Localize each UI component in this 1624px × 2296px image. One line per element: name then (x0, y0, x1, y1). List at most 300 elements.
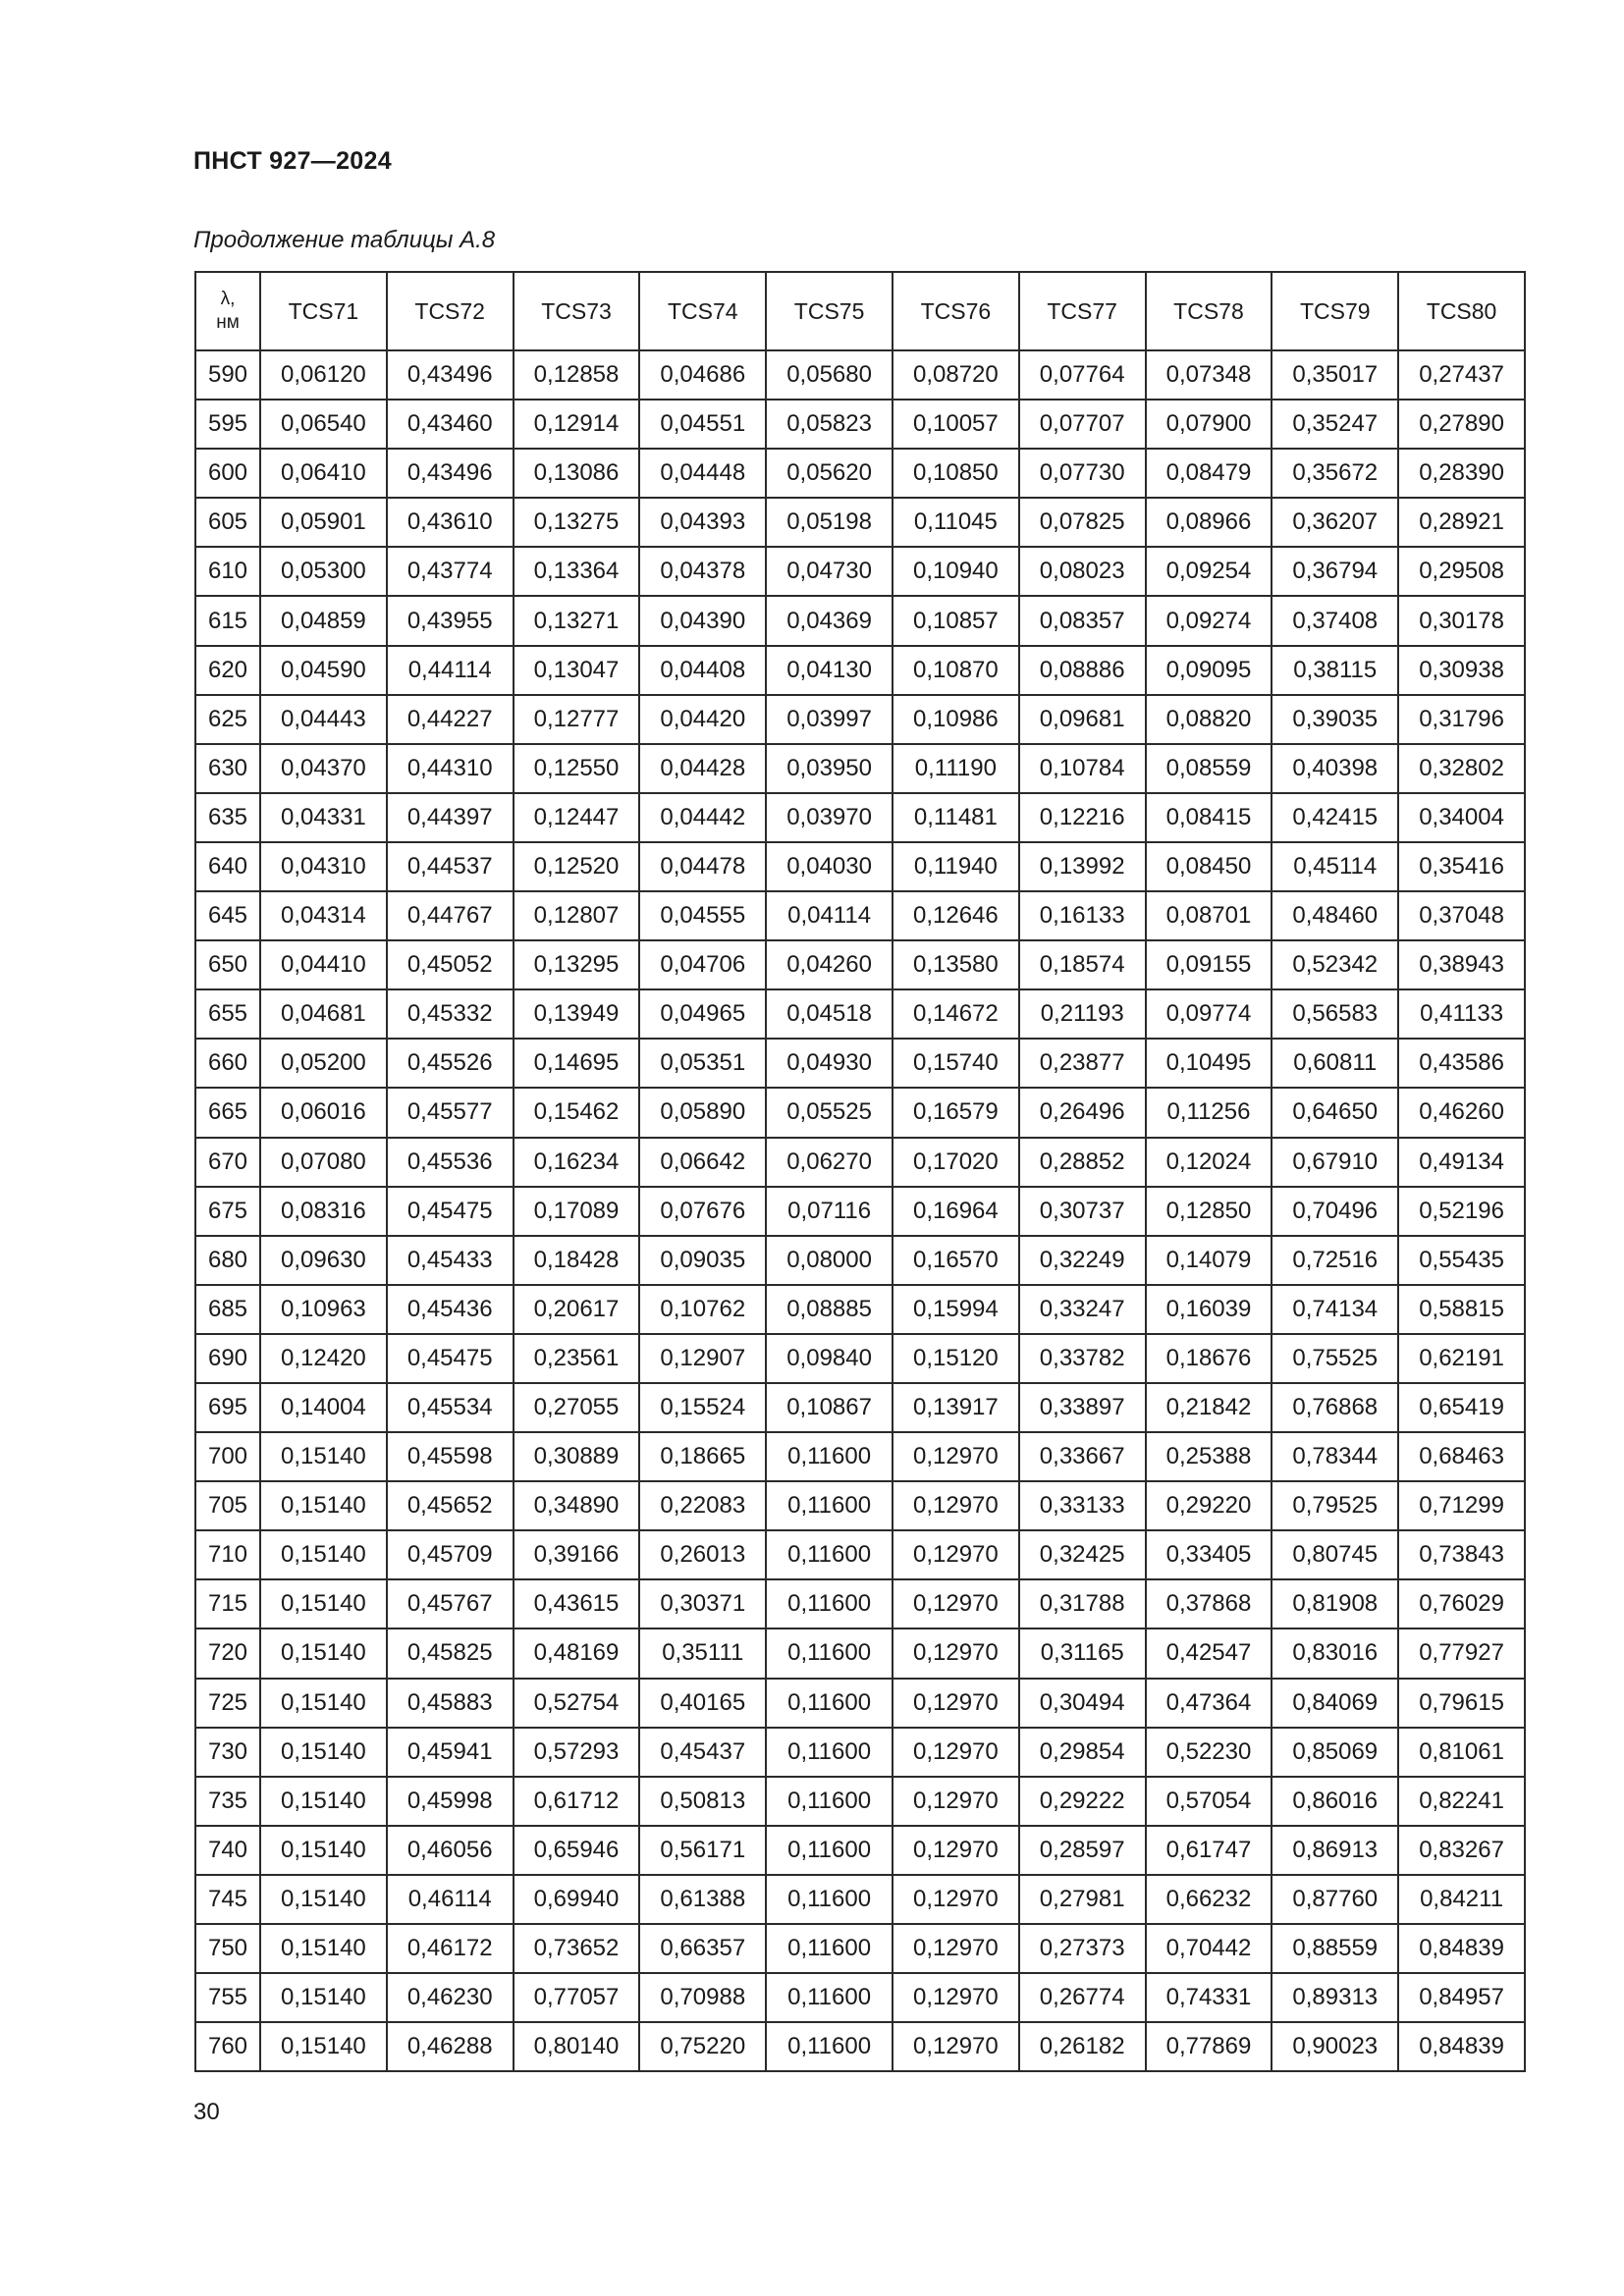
value-cell: 0,05890 (639, 1088, 766, 1137)
value-cell: 0,08479 (1146, 449, 1272, 498)
column-header: TCS78 (1146, 272, 1272, 350)
table-header-row (195, 272, 1525, 350)
value-cell: 0,42547 (1146, 1629, 1272, 1678)
wavelength-cell: 745 (195, 1875, 260, 1924)
value-cell: 0,35111 (639, 1629, 766, 1678)
table-row (195, 1138, 1525, 1187)
value-cell: 0,11940 (893, 842, 1019, 891)
value-cell: 0,56583 (1272, 989, 1398, 1039)
value-cell: 0,30494 (1019, 1679, 1146, 1728)
value-cell: 0,37048 (1398, 891, 1525, 940)
value-cell: 0,10495 (1146, 1039, 1272, 1088)
value-cell: 0,04378 (639, 547, 766, 596)
value-cell: 0,85069 (1272, 1728, 1398, 1777)
value-cell: 0,11600 (766, 1629, 893, 1678)
value-cell: 0,04369 (766, 596, 893, 645)
value-cell: 0,79615 (1398, 1679, 1525, 1728)
value-cell: 0,15140 (260, 1679, 387, 1728)
value-cell: 0,15140 (260, 1481, 387, 1530)
wavelength-cell: 695 (195, 1383, 260, 1432)
column-header: TCS72 (387, 272, 514, 350)
value-cell: 0,33897 (1019, 1383, 1146, 1432)
wavelength-cell: 650 (195, 940, 260, 989)
value-cell: 0,28921 (1398, 498, 1525, 547)
value-cell: 0,84957 (1398, 1973, 1525, 2022)
value-cell: 0,74134 (1272, 1285, 1398, 1334)
value-cell: 0,04314 (260, 891, 387, 940)
table-row (195, 1679, 1525, 1728)
value-cell: 0,16570 (893, 1236, 1019, 1285)
value-cell: 0,52754 (514, 1679, 640, 1728)
value-cell: 0,49134 (1398, 1138, 1525, 1187)
value-cell: 0,76029 (1398, 1579, 1525, 1629)
value-cell: 0,15140 (260, 2022, 387, 2071)
value-cell: 0,15120 (893, 1334, 1019, 1383)
value-cell: 0,12970 (893, 1826, 1019, 1875)
value-cell: 0,45433 (387, 1236, 514, 1285)
value-cell: 0,45767 (387, 1579, 514, 1629)
value-cell: 0,11600 (766, 1875, 893, 1924)
value-cell: 0,65946 (514, 1826, 640, 1875)
value-cell: 0,04114 (766, 891, 893, 940)
value-cell: 0,12914 (514, 400, 640, 449)
value-cell: 0,10850 (893, 449, 1019, 498)
value-cell: 0,46230 (387, 1973, 514, 2022)
value-cell: 0,32249 (1019, 1236, 1146, 1285)
value-cell: 0,37868 (1146, 1579, 1272, 1629)
value-cell: 0,13047 (514, 646, 640, 695)
value-cell: 0,12850 (1146, 1187, 1272, 1236)
value-cell: 0,12777 (514, 695, 640, 744)
table-row (195, 842, 1525, 891)
value-cell: 0,23877 (1019, 1039, 1146, 1088)
value-cell: 0,31796 (1398, 695, 1525, 744)
value-cell: 0,16579 (893, 1088, 1019, 1137)
value-cell: 0,14672 (893, 989, 1019, 1039)
table-row (195, 1285, 1525, 1334)
value-cell: 0,13086 (514, 449, 640, 498)
value-cell: 0,07825 (1019, 498, 1146, 547)
value-cell: 0,45598 (387, 1432, 514, 1481)
wavelength-cell: 700 (195, 1432, 260, 1481)
value-cell: 0,21842 (1146, 1383, 1272, 1432)
value-cell: 0,13992 (1019, 842, 1146, 891)
value-cell: 0,43615 (514, 1579, 640, 1629)
value-cell: 0,08023 (1019, 547, 1146, 596)
value-cell: 0,35416 (1398, 842, 1525, 891)
value-cell: 0,10784 (1019, 744, 1146, 793)
value-cell: 0,10986 (893, 695, 1019, 744)
table-row (195, 891, 1525, 940)
value-cell: 0,46114 (387, 1875, 514, 1924)
wavelength-cell: 690 (195, 1334, 260, 1383)
value-cell: 0,34004 (1398, 793, 1525, 842)
value-cell: 0,04260 (766, 940, 893, 989)
value-cell: 0,84839 (1398, 1924, 1525, 1973)
value-cell: 0,72516 (1272, 1236, 1398, 1285)
value-cell: 0,89313 (1272, 1973, 1398, 2022)
value-cell: 0,32802 (1398, 744, 1525, 793)
table-row (195, 1728, 1525, 1777)
table-caption: Продолжение таблицы А.8 (193, 227, 496, 253)
table-row (195, 940, 1525, 989)
value-cell: 0,10857 (893, 596, 1019, 645)
value-cell: 0,04408 (639, 646, 766, 695)
value-cell: 0,37408 (1272, 596, 1398, 645)
value-cell: 0,36794 (1272, 547, 1398, 596)
value-cell: 0,28597 (1019, 1826, 1146, 1875)
value-cell: 0,11481 (893, 793, 1019, 842)
value-cell: 0,05198 (766, 498, 893, 547)
value-cell: 0,05901 (260, 498, 387, 547)
wavelength-cell: 735 (195, 1777, 260, 1826)
value-cell: 0,39166 (514, 1530, 640, 1579)
value-cell: 0,61712 (514, 1777, 640, 1826)
value-cell: 0,11256 (1146, 1088, 1272, 1137)
value-cell: 0,75525 (1272, 1334, 1398, 1383)
value-cell: 0,04681 (260, 989, 387, 1039)
value-cell: 0,45941 (387, 1728, 514, 1777)
value-cell: 0,15140 (260, 1579, 387, 1629)
value-cell: 0,04370 (260, 744, 387, 793)
value-cell: 0,77927 (1398, 1629, 1525, 1678)
value-cell: 0,21193 (1019, 989, 1146, 1039)
value-cell: 0,48169 (514, 1629, 640, 1678)
value-cell: 0,13580 (893, 940, 1019, 989)
value-cell: 0,11600 (766, 1973, 893, 2022)
value-cell: 0,34890 (514, 1481, 640, 1530)
value-cell: 0,80745 (1272, 1530, 1398, 1579)
value-cell: 0,45709 (387, 1530, 514, 1579)
value-cell: 0,10963 (260, 1285, 387, 1334)
value-cell: 0,04030 (766, 842, 893, 891)
value-cell: 0,30938 (1398, 646, 1525, 695)
wavelength-cell: 615 (195, 596, 260, 645)
value-cell: 0,86016 (1272, 1777, 1398, 1826)
value-cell: 0,70442 (1146, 1924, 1272, 1973)
value-cell: 0,69940 (514, 1875, 640, 1924)
table-row (195, 646, 1525, 695)
value-cell: 0,33405 (1146, 1530, 1272, 1579)
value-cell: 0,27437 (1398, 350, 1525, 400)
value-cell: 0,12907 (639, 1334, 766, 1383)
wavelength-cell: 595 (195, 400, 260, 449)
table-body (195, 350, 1525, 2071)
value-cell: 0,08720 (893, 350, 1019, 400)
table-row (195, 449, 1525, 498)
value-cell: 0,40165 (639, 1679, 766, 1728)
value-cell: 0,15994 (893, 1285, 1019, 1334)
value-cell: 0,42415 (1272, 793, 1398, 842)
value-cell: 0,08559 (1146, 744, 1272, 793)
value-cell: 0,08357 (1019, 596, 1146, 645)
value-cell: 0,27890 (1398, 400, 1525, 449)
value-cell: 0,31165 (1019, 1629, 1146, 1678)
value-cell: 0,07676 (639, 1187, 766, 1236)
wavelength-cell: 635 (195, 793, 260, 842)
value-cell: 0,29508 (1398, 547, 1525, 596)
value-cell: 0,07116 (766, 1187, 893, 1236)
column-header: TCS80 (1398, 272, 1525, 350)
value-cell: 0,12447 (514, 793, 640, 842)
value-cell: 0,77057 (514, 1973, 640, 2022)
wavelength-cell: 655 (195, 989, 260, 1039)
value-cell: 0,09840 (766, 1334, 893, 1383)
value-cell: 0,04686 (639, 350, 766, 400)
value-cell: 0,03970 (766, 793, 893, 842)
table-row (195, 1826, 1525, 1875)
value-cell: 0,12858 (514, 350, 640, 400)
value-cell: 0,40398 (1272, 744, 1398, 793)
value-cell: 0,12970 (893, 1432, 1019, 1481)
value-cell: 0,52342 (1272, 940, 1398, 989)
table-row (195, 744, 1525, 793)
lambda-unit: нм (216, 312, 240, 333)
table-row (195, 1875, 1525, 1924)
value-cell: 0,83267 (1398, 1826, 1525, 1875)
wavelength-cell: 755 (195, 1973, 260, 2022)
table-row (195, 400, 1525, 449)
value-cell: 0,04965 (639, 989, 766, 1039)
value-cell: 0,11600 (766, 1679, 893, 1728)
value-cell: 0,04730 (766, 547, 893, 596)
value-cell: 0,45652 (387, 1481, 514, 1530)
value-cell: 0,11600 (766, 1728, 893, 1777)
value-cell: 0,11600 (766, 1924, 893, 1973)
value-cell: 0,13295 (514, 940, 640, 989)
value-cell: 0,35672 (1272, 449, 1398, 498)
value-cell: 0,12970 (893, 2022, 1019, 2071)
value-cell: 0,09274 (1146, 596, 1272, 645)
value-cell: 0,73652 (514, 1924, 640, 1973)
value-cell: 0,17020 (893, 1138, 1019, 1187)
value-cell: 0,15140 (260, 1629, 387, 1678)
value-cell: 0,10940 (893, 547, 1019, 596)
value-cell: 0,36207 (1272, 498, 1398, 547)
value-cell: 0,12216 (1019, 793, 1146, 842)
table-row (195, 1777, 1525, 1826)
table-row (195, 498, 1525, 547)
value-cell: 0,04390 (639, 596, 766, 645)
value-cell: 0,07730 (1019, 449, 1146, 498)
value-cell: 0,14079 (1146, 1236, 1272, 1285)
value-cell: 0,11600 (766, 1530, 893, 1579)
value-cell: 0,66357 (639, 1924, 766, 1973)
value-cell: 0,25388 (1146, 1432, 1272, 1481)
value-cell: 0,06540 (260, 400, 387, 449)
value-cell: 0,84839 (1398, 2022, 1525, 2071)
value-cell: 0,29220 (1146, 1481, 1272, 1530)
value-cell: 0,44114 (387, 646, 514, 695)
value-cell: 0,06016 (260, 1088, 387, 1137)
value-cell: 0,12970 (893, 1875, 1019, 1924)
column-header: TCS71 (260, 272, 387, 350)
wavelength-cell: 750 (195, 1924, 260, 1973)
value-cell: 0,70988 (639, 1973, 766, 2022)
value-cell: 0,04130 (766, 646, 893, 695)
value-cell: 0,11600 (766, 1777, 893, 1826)
value-cell: 0,09035 (639, 1236, 766, 1285)
value-cell: 0,45577 (387, 1088, 514, 1137)
value-cell: 0,84069 (1272, 1679, 1398, 1728)
wavelength-cell: 590 (195, 350, 260, 400)
value-cell: 0,07900 (1146, 400, 1272, 449)
value-cell: 0,46172 (387, 1924, 514, 1973)
value-cell: 0,07080 (260, 1138, 387, 1187)
value-cell: 0,84211 (1398, 1875, 1525, 1924)
value-cell: 0,12970 (893, 1728, 1019, 1777)
value-cell: 0,45536 (387, 1138, 514, 1187)
value-cell: 0,57293 (514, 1728, 640, 1777)
value-cell: 0,12970 (893, 1924, 1019, 1973)
value-cell: 0,12970 (893, 1679, 1019, 1728)
value-cell: 0,33133 (1019, 1481, 1146, 1530)
value-cell: 0,29854 (1019, 1728, 1146, 1777)
table-row (195, 2022, 1525, 2071)
value-cell: 0,45475 (387, 1187, 514, 1236)
value-cell: 0,80140 (514, 2022, 640, 2071)
value-cell: 0,08000 (766, 1236, 893, 1285)
table-row (195, 1236, 1525, 1285)
value-cell: 0,04478 (639, 842, 766, 891)
value-cell: 0,18665 (639, 1432, 766, 1481)
data-table (194, 271, 1526, 2072)
value-cell: 0,18574 (1019, 940, 1146, 989)
table-row (195, 793, 1525, 842)
table-row (195, 1088, 1525, 1137)
value-cell: 0,09254 (1146, 547, 1272, 596)
value-cell: 0,17089 (514, 1187, 640, 1236)
value-cell: 0,33782 (1019, 1334, 1146, 1383)
value-cell: 0,12970 (893, 1777, 1019, 1826)
table-row (195, 1579, 1525, 1629)
value-cell: 0,73843 (1398, 1530, 1525, 1579)
value-cell: 0,78344 (1272, 1432, 1398, 1481)
value-cell: 0,15140 (260, 1924, 387, 1973)
value-cell: 0,18676 (1146, 1334, 1272, 1383)
value-cell: 0,08701 (1146, 891, 1272, 940)
table-row (195, 596, 1525, 645)
value-cell: 0,11600 (766, 1481, 893, 1530)
lambda-symbol: λ, (220, 289, 236, 309)
value-cell: 0,09095 (1146, 646, 1272, 695)
value-cell: 0,45114 (1272, 842, 1398, 891)
value-cell: 0,45883 (387, 1679, 514, 1728)
wavelength-cell: 670 (195, 1138, 260, 1187)
value-cell: 0,16234 (514, 1138, 640, 1187)
value-cell: 0,10870 (893, 646, 1019, 695)
value-cell: 0,86913 (1272, 1826, 1398, 1875)
value-cell: 0,43610 (387, 498, 514, 547)
value-cell: 0,12024 (1146, 1138, 1272, 1187)
table-row (195, 1973, 1525, 2022)
value-cell: 0,04443 (260, 695, 387, 744)
value-cell: 0,12970 (893, 1629, 1019, 1678)
value-cell: 0,70496 (1272, 1187, 1398, 1236)
value-cell: 0,09155 (1146, 940, 1272, 989)
wavelength-cell: 665 (195, 1088, 260, 1137)
value-cell: 0,30889 (514, 1432, 640, 1481)
value-cell: 0,67910 (1272, 1138, 1398, 1187)
value-cell: 0,16133 (1019, 891, 1146, 940)
table-row (195, 1432, 1525, 1481)
value-cell: 0,60811 (1272, 1039, 1398, 1088)
value-cell: 0,23561 (514, 1334, 640, 1383)
value-cell: 0,43586 (1398, 1039, 1525, 1088)
value-cell: 0,08316 (260, 1187, 387, 1236)
value-cell: 0,58815 (1398, 1285, 1525, 1334)
value-cell: 0,12550 (514, 744, 640, 793)
value-cell: 0,83016 (1272, 1629, 1398, 1678)
value-cell: 0,04551 (639, 400, 766, 449)
value-cell: 0,38943 (1398, 940, 1525, 989)
table-row (195, 1039, 1525, 1088)
value-cell: 0,45052 (387, 940, 514, 989)
value-cell: 0,81061 (1398, 1728, 1525, 1777)
wavelength-cell: 715 (195, 1579, 260, 1629)
value-cell: 0,06410 (260, 449, 387, 498)
column-header: TCS76 (893, 272, 1019, 350)
value-cell: 0,15140 (260, 1777, 387, 1826)
value-cell: 0,90023 (1272, 2022, 1398, 2071)
value-cell: 0,28390 (1398, 449, 1525, 498)
value-cell: 0,43955 (387, 596, 514, 645)
value-cell: 0,04393 (639, 498, 766, 547)
value-cell: 0,08966 (1146, 498, 1272, 547)
value-cell: 0,15524 (639, 1383, 766, 1432)
value-cell: 0,15740 (893, 1039, 1019, 1088)
value-cell: 0,33247 (1019, 1285, 1146, 1334)
value-cell: 0,06642 (639, 1138, 766, 1187)
value-cell: 0,13275 (514, 498, 640, 547)
value-cell: 0,16039 (1146, 1285, 1272, 1334)
wavelength-cell: 705 (195, 1481, 260, 1530)
value-cell: 0,46260 (1398, 1088, 1525, 1137)
value-cell: 0,05351 (639, 1039, 766, 1088)
value-cell: 0,79525 (1272, 1481, 1398, 1530)
value-cell: 0,57054 (1146, 1777, 1272, 1826)
value-cell: 0,07707 (1019, 400, 1146, 449)
value-cell: 0,08415 (1146, 793, 1272, 842)
value-cell: 0,15462 (514, 1088, 640, 1137)
wavelength-cell: 685 (195, 1285, 260, 1334)
value-cell: 0,08820 (1146, 695, 1272, 744)
value-cell: 0,04442 (639, 793, 766, 842)
page-number: 30 (193, 2099, 220, 2125)
column-header: TCS77 (1019, 272, 1146, 350)
value-cell: 0,12646 (893, 891, 1019, 940)
column-header: TCS79 (1272, 272, 1398, 350)
wavelength-cell: 710 (195, 1530, 260, 1579)
value-cell: 0,13271 (514, 596, 640, 645)
value-cell: 0,12970 (893, 1481, 1019, 1530)
value-cell: 0,30371 (639, 1579, 766, 1629)
value-cell: 0,28852 (1019, 1138, 1146, 1187)
value-cell: 0,08886 (1019, 646, 1146, 695)
value-cell: 0,44767 (387, 891, 514, 940)
value-cell: 0,09630 (260, 1236, 387, 1285)
value-cell: 0,27373 (1019, 1924, 1146, 1973)
value-cell: 0,11600 (766, 1579, 893, 1629)
value-cell: 0,05620 (766, 449, 893, 498)
value-cell: 0,13949 (514, 989, 640, 1039)
table-row (195, 350, 1525, 400)
value-cell: 0,26182 (1019, 2022, 1146, 2071)
value-cell: 0,44397 (387, 793, 514, 842)
value-cell: 0,44227 (387, 695, 514, 744)
wavelength-cell: 675 (195, 1187, 260, 1236)
value-cell: 0,04410 (260, 940, 387, 989)
